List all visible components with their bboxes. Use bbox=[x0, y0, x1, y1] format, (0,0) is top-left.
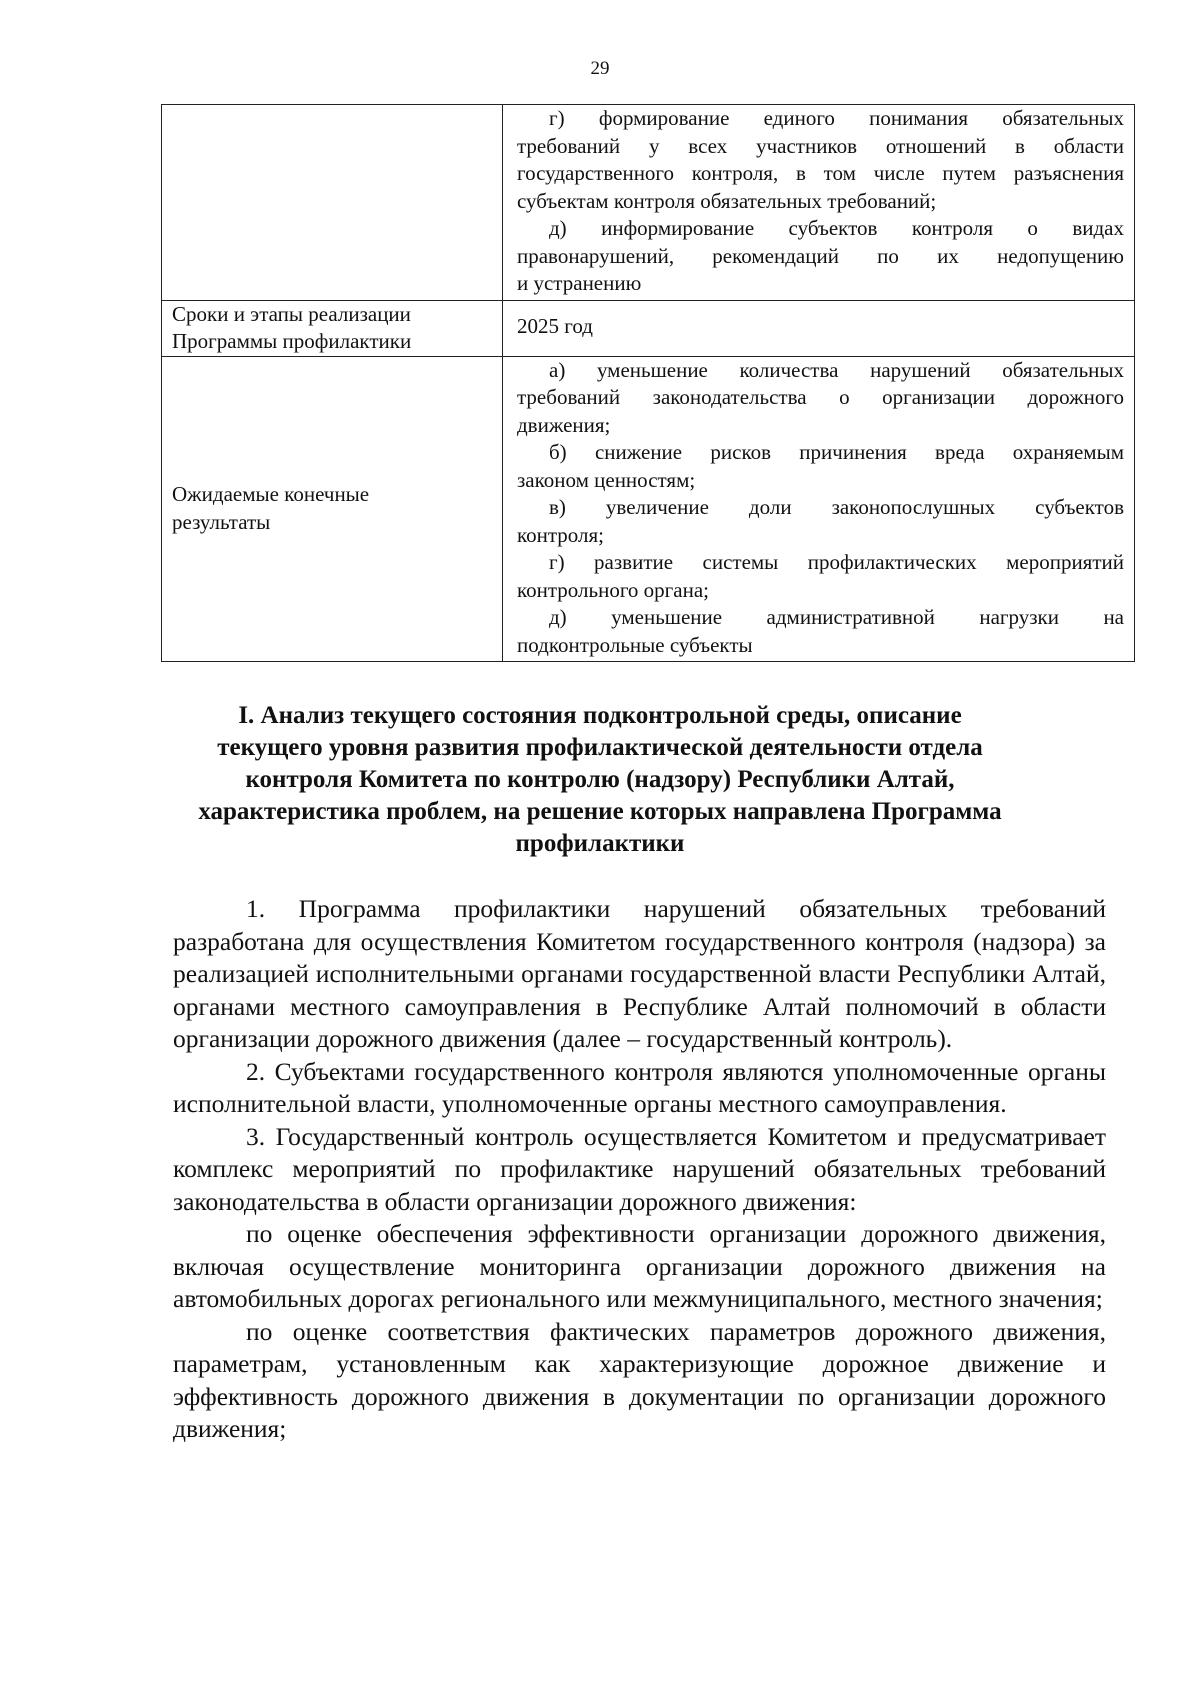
table-line: движения; bbox=[517, 412, 611, 437]
table-line: б) снижение рисков причинения вреда охраняемым bbox=[549, 440, 1124, 464]
heading-line: текущего уровня развития профилактической деятельности отдела bbox=[217, 734, 983, 761]
table-line: подконтрольные субъекты bbox=[517, 632, 753, 657]
goals-cell bbox=[503, 105, 1135, 301]
table-line: г) формирование единого понимания обязательных bbox=[549, 106, 1124, 130]
heading-line: профилактики bbox=[515, 830, 685, 857]
table-line: требований у всех участников отношений в области bbox=[517, 133, 1124, 158]
page-number: 29 bbox=[590, 58, 610, 79]
results-cell bbox=[503, 356, 1135, 662]
table-line: и устранению bbox=[517, 271, 642, 295]
section-heading bbox=[150, 700, 1050, 860]
heading-line: характеристика проблем, на решение которых направлена Программа bbox=[198, 798, 1002, 825]
timeline-value: 2025 год bbox=[517, 314, 593, 339]
paragraph-5: по оценке соответствия фактических параметров дорожного движения, параметрам, установленным как характеризующие дорожное движение и эффективность дорожного движения в документации по организации дорожного движения; bbox=[173, 1316, 1106, 1443]
results-label-line: Ожидаемые конечные bbox=[172, 482, 370, 507]
timeline-label-cell bbox=[162, 300, 503, 356]
table-line: г) развитие системы профилактических мероприятий bbox=[549, 550, 1124, 574]
table-line: контроля; bbox=[517, 522, 605, 547]
timeline-value-cell bbox=[503, 300, 1135, 356]
table-line: д) уменьшение административной нагрузки на bbox=[549, 605, 1124, 629]
table-line: в) увеличение доли законопослушных субъектов bbox=[549, 495, 1124, 519]
table-line: контрольного органа; bbox=[517, 577, 709, 602]
heading-line: контроля Комитета по контролю (надзору) Республики Алтай, bbox=[245, 766, 955, 793]
program-info-table bbox=[161, 104, 1135, 662]
paragraph-4: по оценке обеспечения эффективности организации дорожного движения, включая осуществление мониторинга организации дорожного движения на автомобильных дорогах регионального или межмуниципального, местного значения; bbox=[173, 1219, 1106, 1313]
timeline-label-line: Сроки и этапы реализации bbox=[172, 301, 411, 326]
body-text bbox=[173, 893, 1106, 1446]
table-line: законом ценностям; bbox=[517, 467, 696, 492]
table-line: требований законодательства о организации дорожного bbox=[517, 385, 1124, 409]
paragraph-1: 1. Программа профилактики нарушений обязательных требований разработана для осуществления Комитетом государственного контроля (надзора) за реализацией исполнительными органами государственной власти Республики Алтай, органами местного самоуправления в Республике Алтай полномочий в области организации дорожного движения (далее – государственный контроль). bbox=[173, 894, 1106, 1053]
results-label-line: результаты bbox=[172, 509, 271, 534]
table-line: государственного контроля, в том числе путем разъяснения bbox=[517, 161, 1124, 185]
results-label-cell bbox=[162, 356, 503, 662]
timeline-label-line: Программы профилактики bbox=[172, 329, 412, 353]
table-row-results bbox=[162, 356, 1135, 662]
empty-label-cell bbox=[162, 105, 503, 301]
table-line: правонарушений, рекомендаций по их недопущению bbox=[517, 243, 1124, 268]
paragraph-2: 2. Субъектами государственного контроля являются уполномоченные органы исполнительной власти, уполномоченные органы местного самоуправления. bbox=[173, 1056, 1106, 1118]
table-line: д) информирование субъектов контроля о видах bbox=[549, 216, 1124, 240]
table-row-goals-continued bbox=[162, 105, 1135, 301]
table-row-timeline bbox=[162, 300, 1135, 356]
paragraph-3: 3. Государственный контроль осуществляется Комитетом и предусматривает комплекс мероприятий по профилактике нарушений обязательных требований законодательства в области организации дорожного движения: bbox=[173, 1121, 1106, 1216]
table-line: а) уменьшение количества нарушений обязательных bbox=[549, 357, 1124, 382]
heading-line: I. Анализ текущего состояния подконтрольной среды, описание bbox=[238, 702, 962, 729]
table-line: субъектам контроля обязательных требований; bbox=[517, 188, 937, 213]
